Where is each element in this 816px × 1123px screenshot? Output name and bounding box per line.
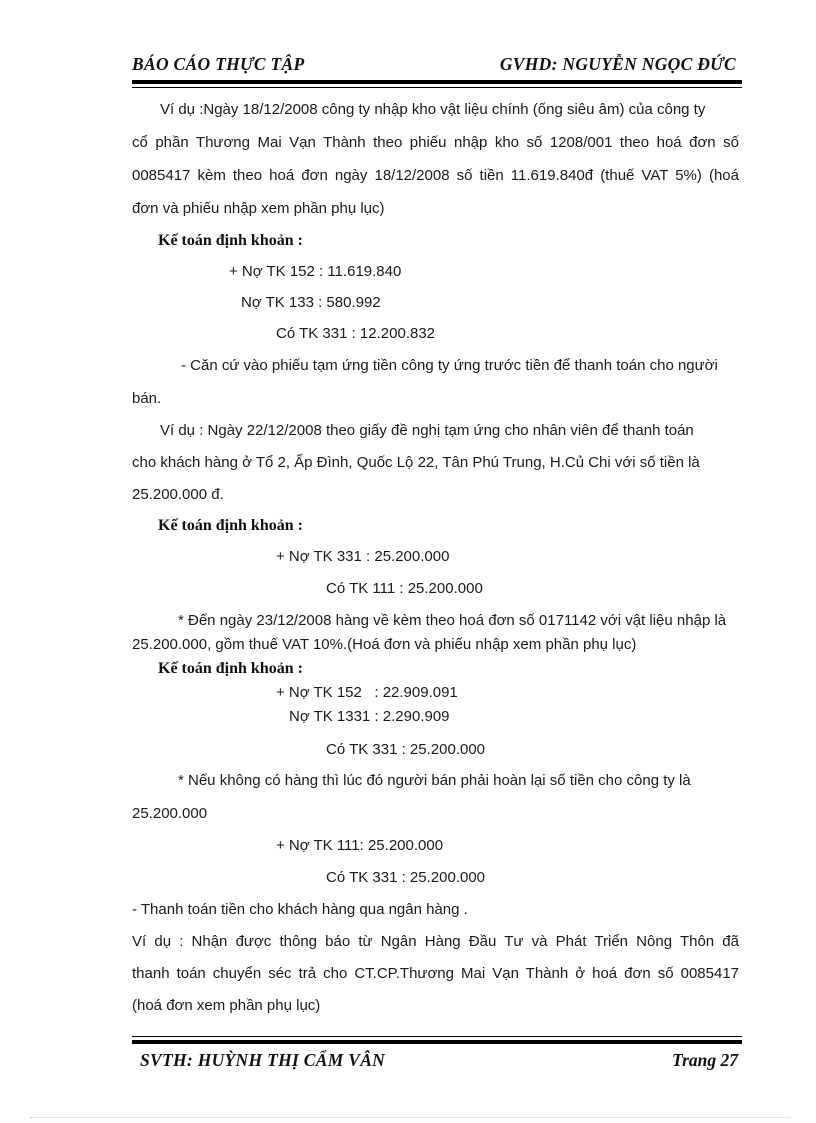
- journal-entry: Có TK 331 : 12.200.832: [276, 325, 436, 342]
- journal-entry: Có TK 331 : 25.200.000: [326, 741, 486, 758]
- entry-heading: Kế toán định khoản :: [158, 660, 303, 677]
- header-rule-thick: [132, 80, 742, 84]
- paragraph-line: 25.200.000, gồm thuế VAT 10%.(Hoá đơn và phiếu nhập xem phần phụ lục): [132, 636, 637, 653]
- footer-rule-thick: [132, 1040, 742, 1044]
- paragraph-line: (hoá đơn xem phần phụ lục): [132, 997, 321, 1014]
- page-footer: [140, 1050, 738, 1076]
- entry-heading: Kế toán định khoản :: [158, 517, 303, 534]
- journal-entry: + Nợ TK 111: 25.200.000: [276, 837, 444, 854]
- page-header: [132, 52, 736, 82]
- paragraph-line: cho khách hàng ở Tổ 2, Ấp Đình, Quốc Lộ 22, Tân Phú Trung, H.Củ Chi với số tiền là: [132, 454, 700, 471]
- journal-entry: Nợ TK 1331 : 2.290.909: [289, 708, 450, 725]
- page-number: Trang 27: [672, 1050, 738, 1070]
- paragraph-line: Ví dụ : Nhận được thông báo từ Ngân Hàng Đầu Tư và Phát Triển Nông Thôn đã: [132, 933, 739, 950]
- footer-rule-thin: [132, 1036, 742, 1037]
- paragraph-line: 0085417 kèm theo hoá đơn ngày 18/12/2008 số tiền 11.619.840đ (thuế VAT 5%) (hoá: [132, 167, 739, 184]
- paragraph-line: * Nếu không có hàng thì lúc đó người bán phải hoàn lại số tiền cho công ty là: [178, 772, 691, 789]
- page-edge-dots: [30, 1117, 790, 1118]
- paragraph-line: bán.: [132, 390, 162, 407]
- advisor-name: GVHD: NGUYỄN NGỌC ĐỨC: [499, 54, 736, 74]
- journal-entry: Có TK 331 : 25.200.000: [326, 869, 486, 886]
- paragraph-line: Ví dụ :Ngày 18/12/2008 công ty nhập kho vật liệu chính (ống siêu âm) của công ty: [160, 101, 706, 118]
- paragraph-line: thanh toán chuyển séc trả cho CT.CP.Thương Mai Vạn Thành ở hoá đơn số 0085417: [132, 965, 739, 982]
- entry-heading: Kế toán định khoản :: [158, 232, 303, 249]
- student-name: SVTH: HUỲNH THỊ CẨM VÂN: [140, 1050, 386, 1070]
- header-rule-thin: [132, 87, 742, 88]
- report-title: BÁO CÁO THỰC TẬP: [132, 54, 305, 74]
- paragraph-line: đơn và phiếu nhập xem phần phụ lục): [132, 200, 385, 217]
- journal-entry: + Nợ TK 331 : 25.200.000: [276, 548, 450, 565]
- paragraph-line: * Đến ngày 23/12/2008 hàng về kèm theo hoá đơn số 0171142 với vật liệu nhập là: [178, 612, 727, 629]
- paragraph-line: Ví dụ : Ngày 22/12/2008 theo giấy đề nghị tạm ứng cho nhân viên để thanh toán: [160, 422, 694, 439]
- journal-entry: Nợ TK 133 : 580.992: [241, 294, 381, 311]
- paragraph-line: 25.200.000: [132, 805, 208, 822]
- paragraph-line: - Căn cứ vào phiếu tạm ứng tiền công ty ứng trước tiền để thanh toán cho người: [181, 357, 718, 374]
- paragraph-line: 25.200.000 đ.: [132, 486, 224, 503]
- paragraph-line: cổ phần Thương Mai Vạn Thành theo phiếu nhập kho số 1208/001 theo hoá đơn số: [132, 134, 739, 151]
- journal-entry: + Nợ TK 152 : 22.909.091: [276, 684, 458, 701]
- journal-entry: Có TK 111 : 25.200.000: [326, 580, 483, 597]
- journal-entry: + Nợ TK 152 : 11.619.840: [229, 263, 402, 280]
- paragraph-line: - Thanh toán tiền cho khách hàng qua ngân hàng .: [132, 901, 468, 918]
